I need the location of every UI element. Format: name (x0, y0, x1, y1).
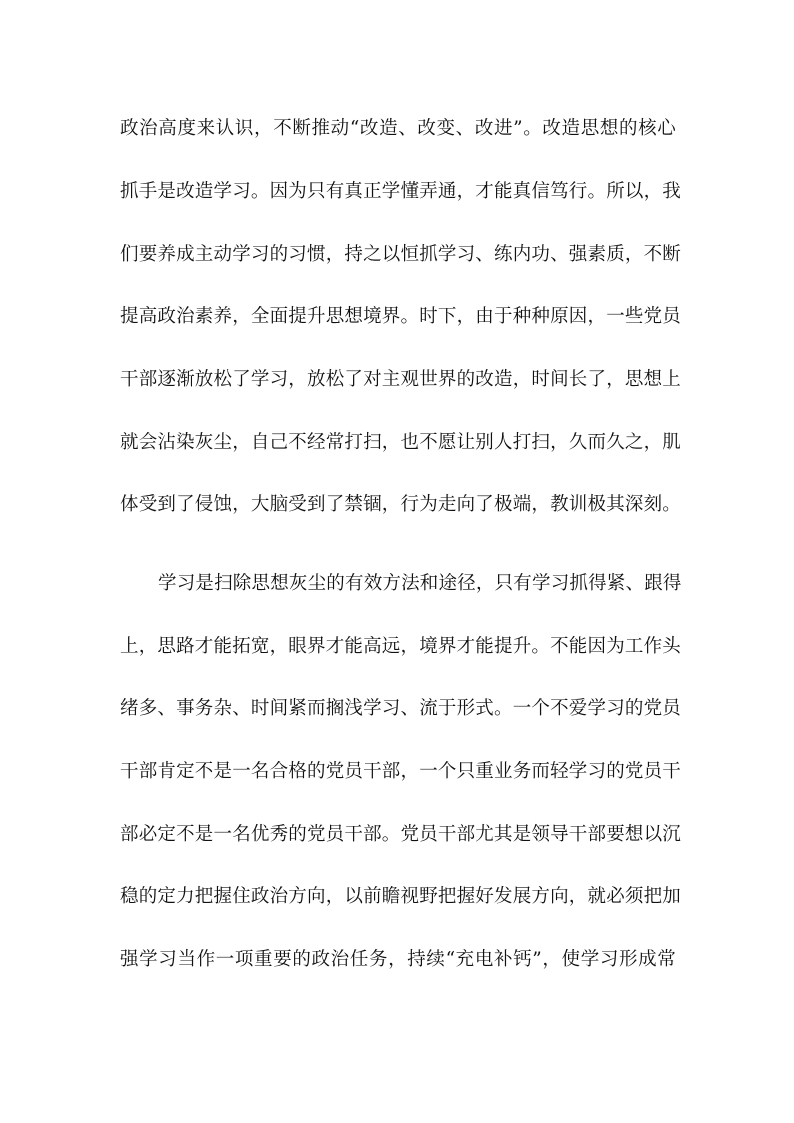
text-line: 上，思路才能拓宽，眼界才能高远，境界才能提升。不能因为工作头 (120, 636, 682, 657)
text-line: 稳的定力把握住政治方向，以前瞻视野把握好发展方向，就必须把加 (120, 886, 682, 907)
text-line: 体受到了侵蚀，大脑受到了禁锢，行为走向了极端，教训极其深刻。 (120, 494, 682, 515)
text-line: 们要养成主动学习的习惯，持之以恒抓学习、练内功、强素质，不断 (120, 244, 682, 265)
text-line: 学习是扫除思想灰尘的有效方法和途径，只有学习抓得紧、跟得 (158, 573, 682, 594)
text-line: 抓手是改造学习。因为只有真正学懂弄通，才能真信笃行。所以，我 (120, 181, 682, 202)
text-line: 干部逐渐放松了学习，放松了对主观世界的改造，时间长了，思想上 (120, 369, 682, 390)
text-line: 政治高度来认识，不断推动“改造、改变、改进”。改造思想的核心 (120, 118, 676, 139)
text-line: 干部肯定不是一名合格的党员干部，一个只重业务而轻学习的党员干 (120, 761, 682, 782)
text-line: 绪多、事务杂、时间紧而搁浅学习、流于形式。一个不爱学习的党员 (120, 698, 682, 719)
text-line: 强学习当作一项重要的政治任务，持续“充电补钙”，使学习形成常 (120, 949, 676, 970)
text-line: 提高政治素养，全面提升思想境界。时下，由于种种原因，一些党员 (120, 306, 682, 327)
text-line: 就会沾染灰尘，自己不经常打扫，也不愿让别人打扫，久而久之，肌 (120, 432, 682, 453)
text-line: 部必定不是一名优秀的党员干部。党员干部尤其是领导干部要想以沉 (120, 824, 682, 845)
